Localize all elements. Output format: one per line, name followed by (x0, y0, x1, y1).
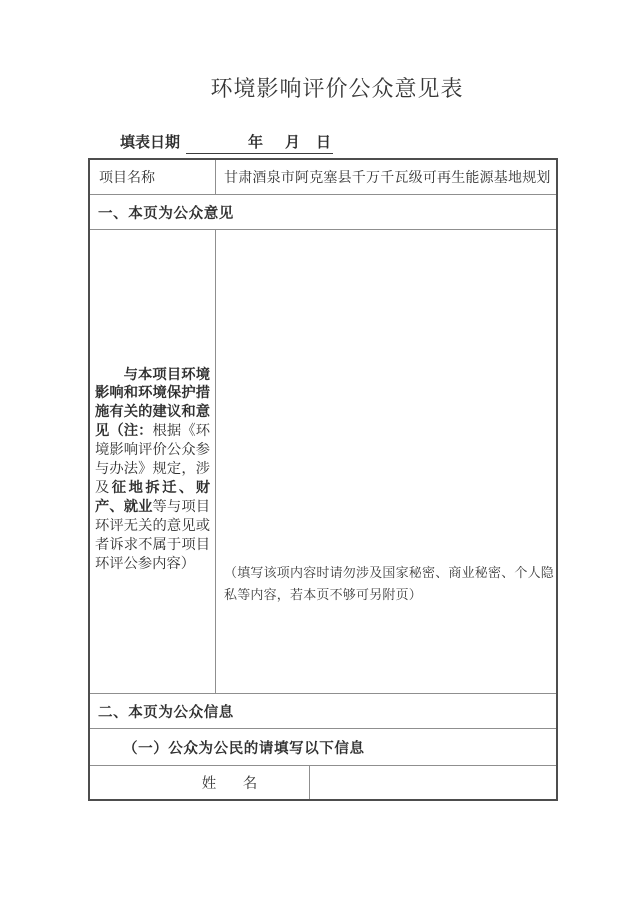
table-row-section2 (90, 694, 556, 729)
fill-date-label: 填表日期 (120, 135, 181, 151)
month-label: 月 (284, 135, 300, 151)
section1-heading: 一、本页为公众意见 (98, 205, 234, 222)
project-name-label: 项目名称 (90, 160, 216, 194)
table-row-project (90, 160, 556, 195)
table-row-section1 (90, 195, 556, 230)
opinion-form-table (88, 158, 558, 801)
project-name-value: 甘肃酒泉市阿克塞县千万千瓦级可再生能源基地规划 (224, 171, 551, 186)
date-blank-field[interactable] (186, 131, 333, 154)
suggestion-label-text (95, 366, 210, 574)
day-label: 日 (316, 135, 332, 151)
page-title: 环境影响评价公众意见表 (210, 76, 464, 101)
table-row-name (90, 766, 556, 799)
comment-note-text: （填写该项内容时请勿涉及国家秘密、商业秘密、个人隐私等内容，若本页不够可另附页） (224, 565, 555, 602)
suggestion-label-cell (90, 230, 216, 693)
section2-heading: 二、本页为公众信息 (98, 704, 234, 721)
comment-input-area[interactable] (216, 230, 556, 693)
table-row-suggestion (90, 230, 556, 694)
suggestion-segment-bold-1: 与本项目环境影响和环境保护措施有关的建议和意见（注： (95, 366, 210, 440)
table-row-subsection (90, 729, 556, 766)
suggestion-segment-2: 根据《环境影响评价公众参与办法》规定，涉及 (95, 423, 211, 496)
suggestion-segment-bold-3: 征地拆迁、财产、就业 (95, 479, 211, 515)
fill-date-line (120, 131, 333, 154)
suggestion-segment-4: 等与项目环评无关的意见或者诉求不属于项目环评公参内容） (95, 498, 211, 572)
year-label: 年 (247, 135, 263, 151)
name-field-label: 姓 名 (90, 766, 310, 799)
name-input-cell[interactable] (310, 766, 556, 799)
subsection-heading: （一）公众为公民的请填写以下信息 (123, 740, 365, 757)
